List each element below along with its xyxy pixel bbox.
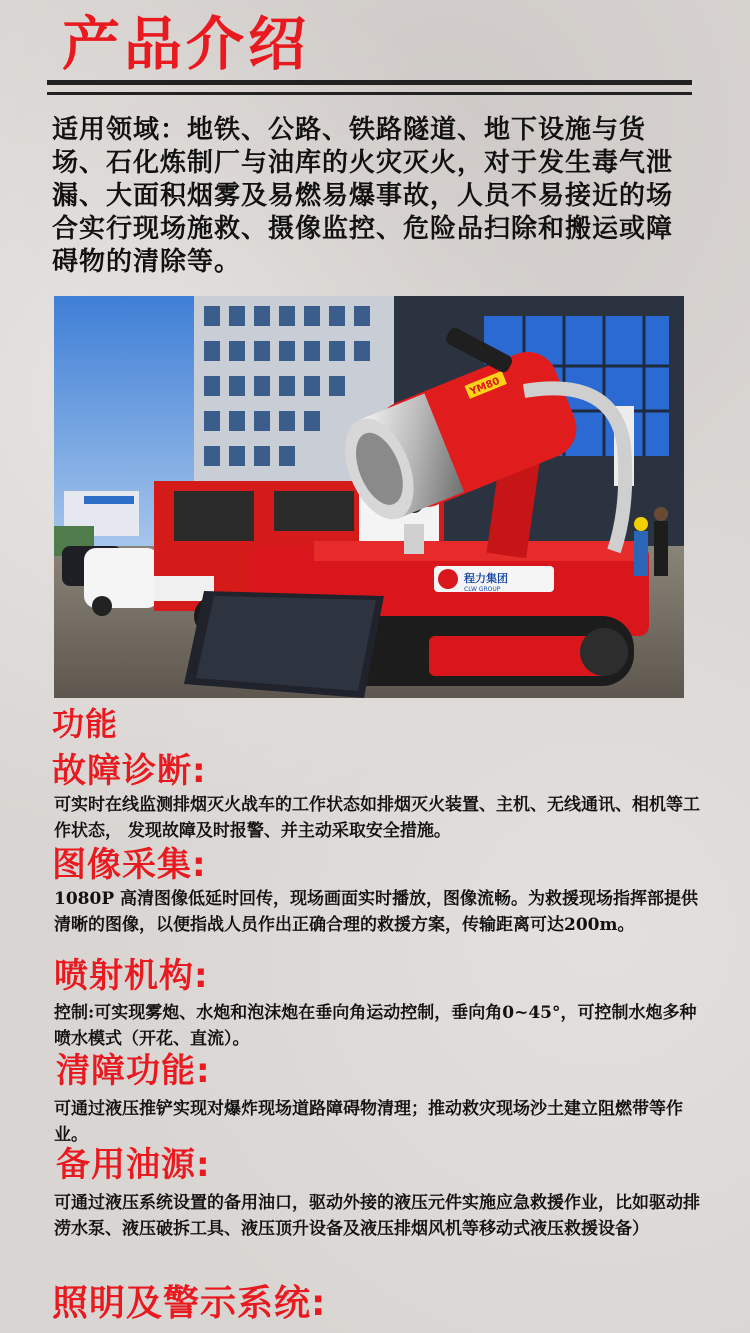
robot-brand-sub: CLW GROUP [464, 586, 501, 593]
backup-oil-title: 备用油源: [56, 1145, 211, 1185]
clearing-body: 可通过液压推铲实现对爆炸现场道路障碍物清理；推动救灾现场沙土建立阻燃带等作业。 [54, 1099, 683, 1145]
product-photo [54, 296, 684, 698]
backup-oil-body: 可通过液压系统设置的备用油口，驱动外接的液压元件实施应急救援作业，比如驱动排涝水泵、液压破拆工具、液压顶升设备及液压排烟风机等移动式液压救援设备） [54, 1193, 700, 1239]
features-heading: 功能 [52, 705, 119, 743]
fault-diagnosis-body: 可实时在线监测排烟灭火战车的工作状态如排烟灭火装置、主机、无线通讯、相机等工作状态， 发现故障及时报警、并主动采取安全措施。 [54, 795, 700, 841]
lighting-warning-title: 照明及警示系统: [52, 1283, 327, 1324]
title-rule-thin [47, 92, 692, 95]
robot-brand: 程力集团 [464, 572, 508, 585]
image-capture-body: 1080P 高清图像低延时回传，现场画面实时播放，图像流畅。为救援现场指挥部提供清晰的图像，以便指战人员作出正确合理的救援方案，传输距离可达200m。 [54, 889, 699, 935]
spray-mechanism-title: 喷射机构: [54, 956, 209, 996]
robot-badge: YM80 [468, 375, 502, 398]
fault-diagnosis-title: 故障诊断: [52, 751, 207, 791]
page-title: 产品介绍 [62, 10, 311, 78]
title-rule-thick [47, 80, 692, 85]
clearing-title: 清障功能: [56, 1051, 211, 1091]
image-capture-title: 图像采集: [52, 845, 207, 885]
spray-mechanism-body: 控制:可实现雾炮、水炮和泡沫炮在垂向角运动控制，垂向角0~45°，可控制水炮多种喷水模式（开花、直流）。 [54, 1003, 697, 1049]
intro-paragraph: 适用领域：地铁、公路、铁路隧道、地下设施与货场、石化炼制厂与油库的火灾灭火，对于发生毒气泄漏、大面积烟雾及易燃易爆事故，人员不易接近的场合实行现场施救、摄像监控、危险品扫除和搬运或障碍物的清除等。 [52, 115, 674, 277]
